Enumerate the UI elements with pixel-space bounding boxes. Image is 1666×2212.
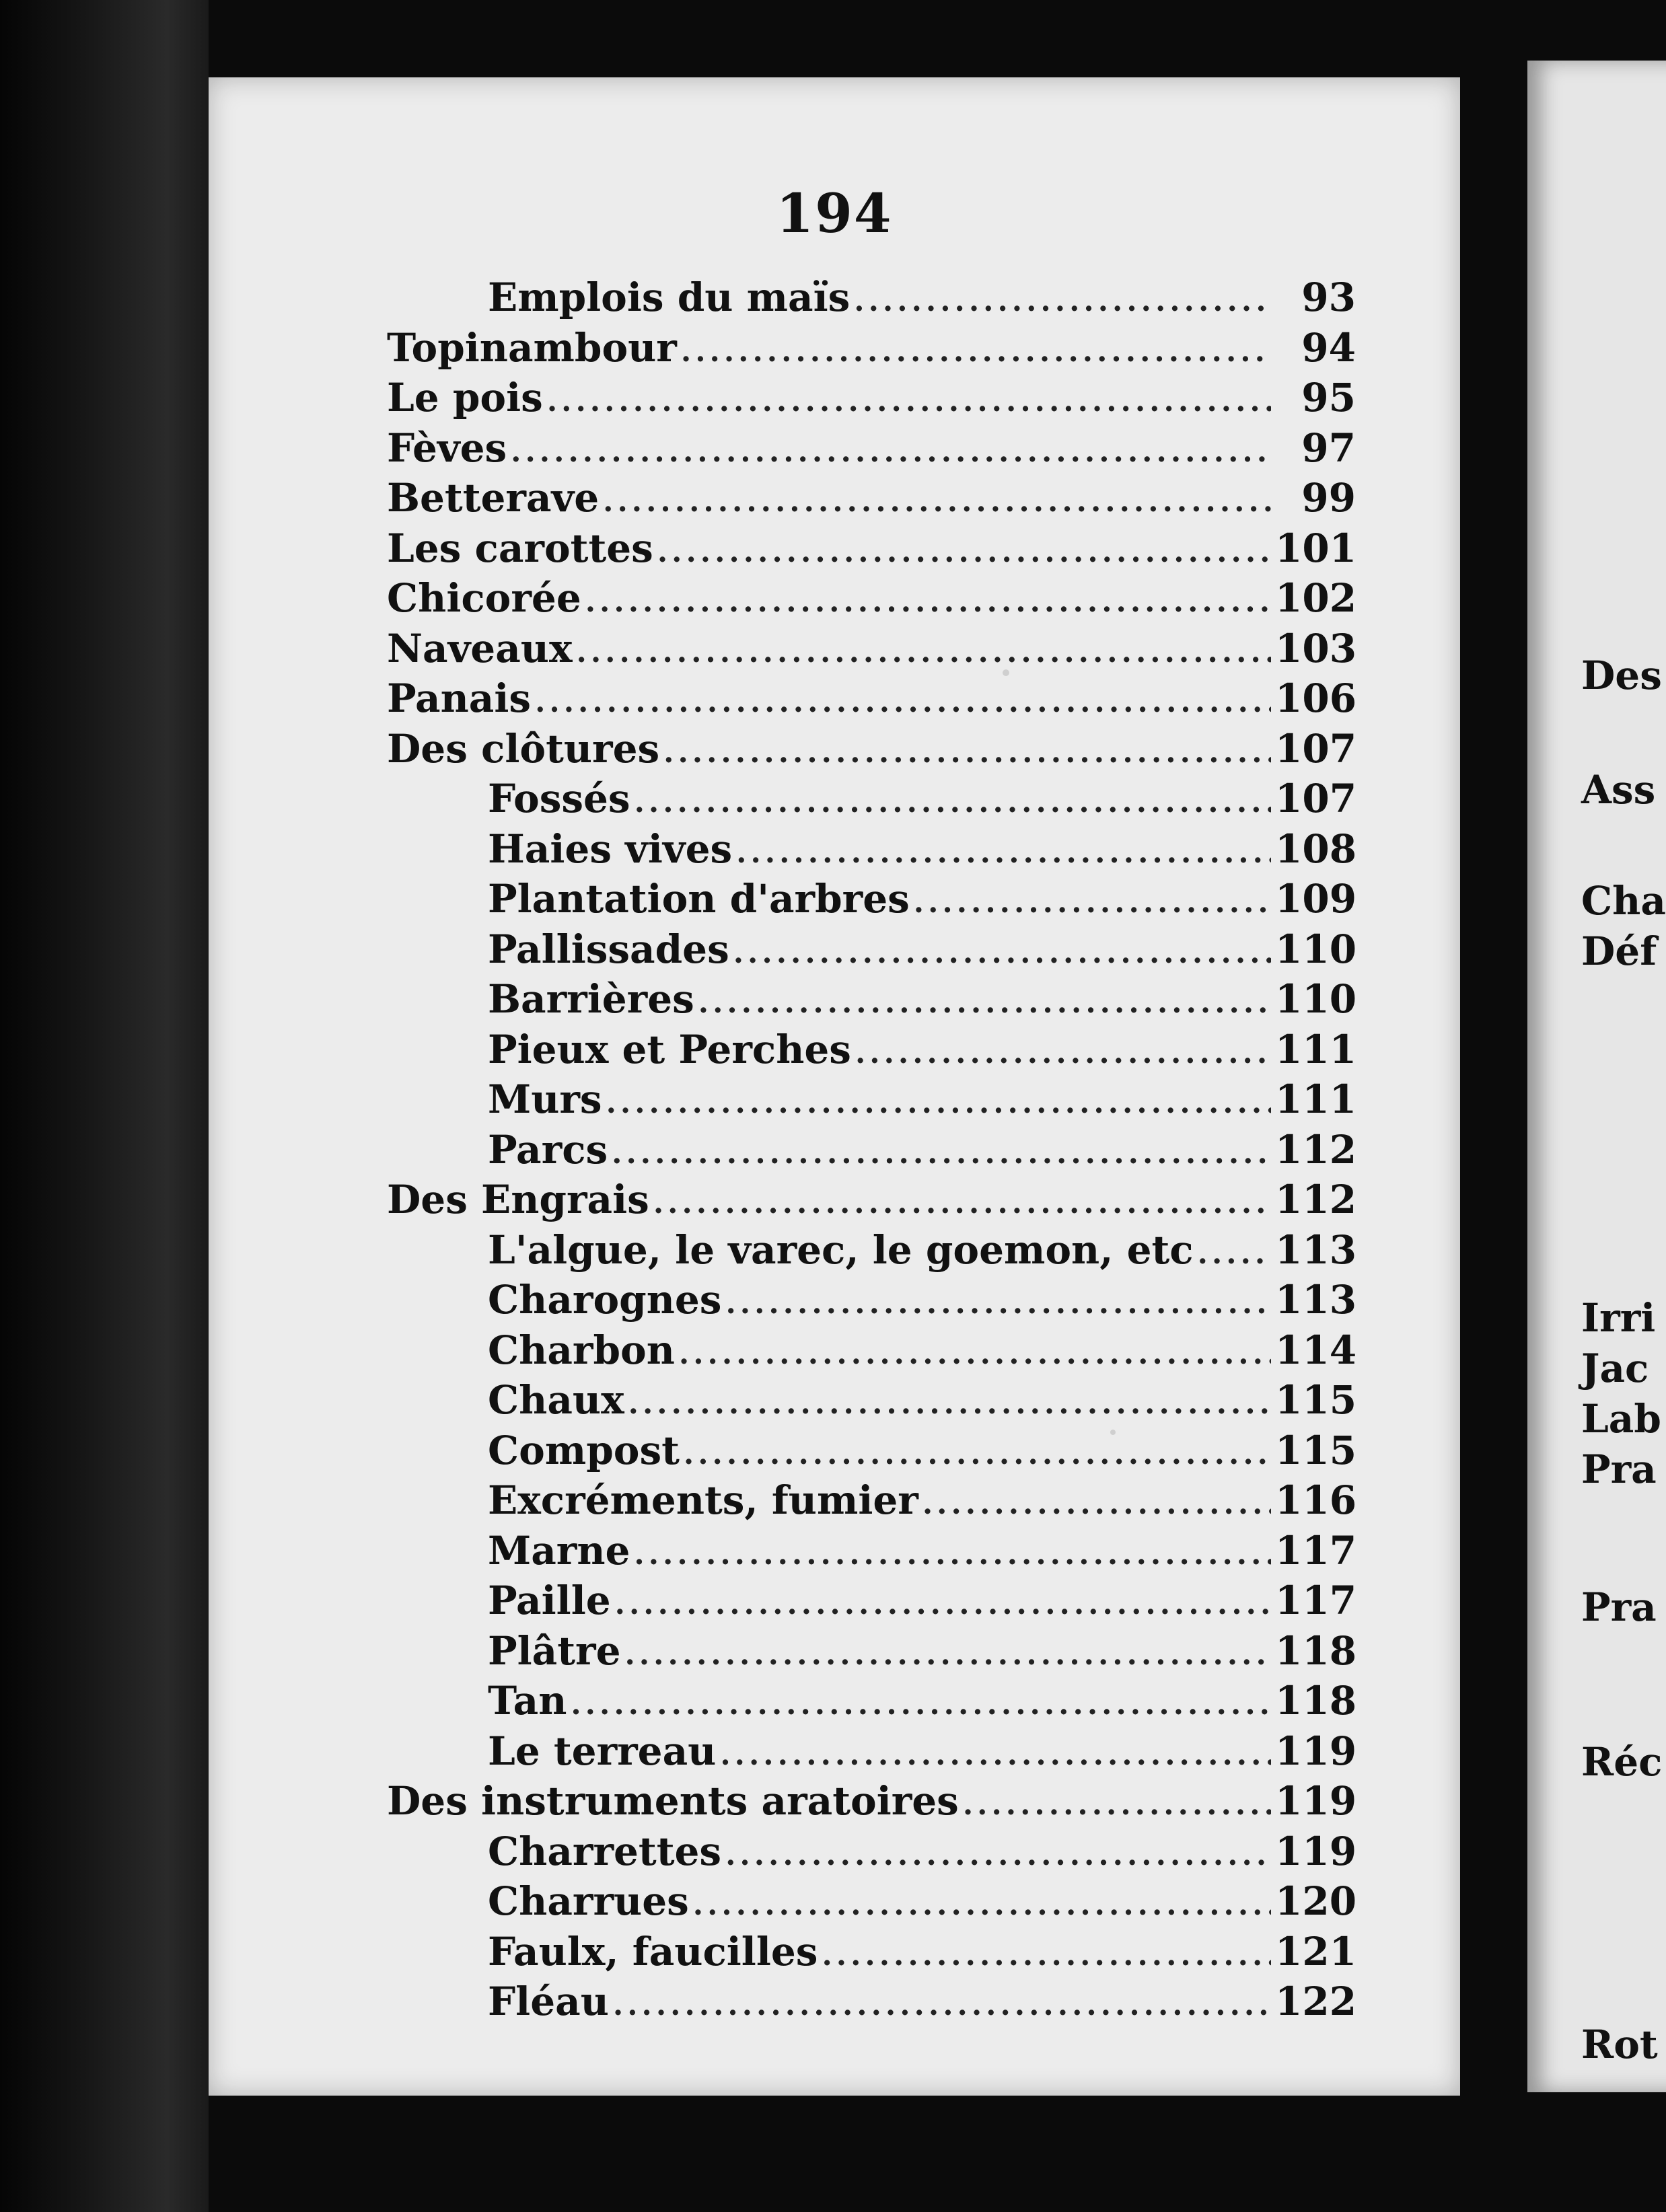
- toc-entry: [387, 924, 1356, 975]
- dot-leader: [613, 1981, 1271, 2031]
- toc-entry: [387, 724, 1356, 774]
- toc-entry: [387, 1977, 1356, 2027]
- toc-entry-page-number: 95: [1301, 375, 1356, 420]
- toc-entry-page-number: 115: [1275, 1377, 1357, 1423]
- toc-entry: [387, 523, 1356, 574]
- toc-entry-title: Chaux: [488, 1377, 624, 1423]
- print-speck: [1003, 669, 1009, 676]
- toc-entry-title: L'algue, le varec, le goemon, etc: [488, 1226, 1194, 1273]
- facing-page-fragment: Pra: [1581, 1446, 1657, 1492]
- toc-entry: [387, 423, 1356, 474]
- toc-entry-page-number: 119: [1275, 1828, 1357, 1874]
- dot-leader: [547, 377, 1271, 427]
- toc-entry-title: Betterave: [387, 475, 600, 521]
- toc-entry: [387, 673, 1356, 724]
- toc-entry-page-number: 111: [1275, 1076, 1357, 1122]
- dot-leader: [511, 427, 1271, 478]
- dot-leader: [725, 1279, 1271, 1329]
- toc-entry: [387, 1726, 1356, 1777]
- dot-leader: [612, 1129, 1271, 1179]
- dot-leader: [571, 1680, 1271, 1730]
- facing-page-fragment: Rot: [1581, 2022, 1658, 2067]
- facing-page-fragment: Des: [1581, 653, 1662, 698]
- dot-leader: [635, 778, 1271, 828]
- toc-entry-title: Le pois: [387, 375, 543, 420]
- toc-entry-title: Compost: [488, 1427, 680, 1473]
- toc-entry-title: Pieux et Perches: [488, 1026, 851, 1072]
- toc-entry-page-number: 102: [1275, 575, 1357, 621]
- toc-entry-title: Topinambour: [387, 324, 677, 371]
- toc-entry-title: Fèves: [387, 425, 507, 471]
- toc-entry-page-number: 101: [1275, 525, 1357, 571]
- toc-entry-title: Des clôtures: [387, 725, 660, 772]
- facing-page-fragment: Irri: [1581, 1295, 1656, 1341]
- toc-entry-title: Des Engrais: [387, 1177, 649, 1222]
- toc-entry: [387, 473, 1356, 523]
- toc-entry: [387, 874, 1356, 924]
- toc-entry-title: Charrues: [488, 1878, 689, 1924]
- toc-entry-page-number: 107: [1275, 776, 1357, 821]
- toc-entry-page-number: 117: [1275, 1527, 1357, 1574]
- toc-entry-title: Marne: [488, 1527, 630, 1574]
- toc-entry-page-number: 113: [1275, 1277, 1357, 1323]
- dot-leader: [822, 1931, 1271, 1981]
- print-speck: [1110, 1430, 1116, 1435]
- toc-entry: [387, 1426, 1356, 1476]
- toc-entry: [387, 1876, 1356, 1927]
- toc-entry-page-number: 116: [1275, 1477, 1357, 1523]
- dot-leader: [663, 728, 1271, 778]
- toc-entry: [387, 624, 1356, 674]
- toc-entry-title: Paille: [488, 1578, 611, 1623]
- dot-leader: [855, 1029, 1271, 1079]
- toc-entry-page-number: 121: [1275, 1928, 1357, 1975]
- toc-entry-title: Pallissades: [488, 926, 729, 972]
- toc-entry-title: Excréments, fumier: [488, 1477, 918, 1523]
- toc-entry-title: Des instruments aratoires: [387, 1778, 959, 1824]
- toc-entry: [387, 272, 1356, 323]
- toc-entry-page-number: 118: [1275, 1627, 1357, 1674]
- toc-entry: [387, 323, 1356, 373]
- toc-entry-title: Haies vives: [488, 825, 733, 872]
- toc-entry: [387, 373, 1356, 423]
- dot-leader: [963, 1780, 1271, 1831]
- toc-entry-title: Murs: [488, 1076, 602, 1122]
- toc-entry-page-number: 117: [1275, 1578, 1357, 1623]
- toc-entry-title: Faulx, faucilles: [488, 1928, 818, 1975]
- dot-leader: [693, 1880, 1271, 1931]
- toc-entry-page-number: 113: [1275, 1226, 1357, 1273]
- dot-leader: [698, 978, 1271, 1029]
- toc-entry-page-number: 119: [1275, 1778, 1357, 1824]
- toc-entry: [387, 1225, 1356, 1276]
- dot-leader: [854, 276, 1271, 327]
- toc-entry-title: Barrières: [488, 976, 694, 1022]
- toc-entry-page-number: 115: [1275, 1427, 1357, 1473]
- toc-entry: [387, 1676, 1356, 1726]
- dot-leader: [922, 1479, 1271, 1530]
- toc-entry-title: Chicorée: [387, 575, 581, 621]
- toc-entry: [387, 573, 1356, 624]
- toc-entry-page-number: 114: [1275, 1327, 1357, 1373]
- toc-entry-title: Charbon: [488, 1327, 675, 1373]
- toc-entry-title: Les carottes: [387, 525, 653, 571]
- dot-leader: [679, 1329, 1271, 1380]
- toc-entry-page-number: 110: [1275, 976, 1357, 1022]
- dot-leader: [725, 1831, 1271, 1881]
- toc-entry-title: Emplois du maïs: [488, 274, 850, 320]
- toc-entry-page-number: 110: [1275, 926, 1357, 972]
- toc-entry: [387, 1927, 1356, 1977]
- toc-entry-page-number: 118: [1275, 1678, 1357, 1724]
- toc-entry: [387, 1827, 1356, 1877]
- toc-entry-title: Tan: [488, 1678, 567, 1724]
- toc-entry-page-number: 119: [1275, 1728, 1357, 1774]
- dot-leader: [657, 527, 1271, 578]
- toc-entry: [387, 1175, 1356, 1225]
- toc-entry-page-number: 111: [1275, 1026, 1357, 1072]
- toc-entry-page-number: 93: [1301, 274, 1356, 320]
- toc-entry: [387, 1526, 1356, 1576]
- dot-leader: [624, 1630, 1271, 1681]
- facing-page-fragment: Pra: [1581, 1584, 1657, 1630]
- toc-entry: [387, 824, 1356, 875]
- facing-page-fragment: Déf: [1581, 928, 1657, 974]
- toc-entry: [387, 1025, 1356, 1075]
- toc-entry: [387, 1576, 1356, 1626]
- toc-entry: [387, 974, 1356, 1025]
- toc-entry-title: Charognes: [488, 1277, 722, 1323]
- toc-entry: [387, 1776, 1356, 1827]
- toc-entry: [387, 1074, 1356, 1125]
- dot-leader: [585, 577, 1271, 628]
- toc-entry-title: Plantation d'arbres: [488, 876, 910, 922]
- toc-entry: [387, 1325, 1356, 1376]
- facing-page-fragment: Jac: [1581, 1345, 1649, 1391]
- dot-leader: [634, 1530, 1271, 1580]
- dot-leader: [535, 677, 1271, 728]
- dot-leader: [681, 327, 1271, 377]
- toc-entry-page-number: 112: [1275, 1177, 1357, 1222]
- dot-leader: [914, 878, 1271, 928]
- dot-leader: [653, 1179, 1271, 1229]
- toc-entry-title: Charrettes: [488, 1828, 722, 1874]
- toc-entry-title: Naveaux: [387, 625, 573, 671]
- dot-leader: [733, 928, 1271, 979]
- toc-entry-page-number: 112: [1275, 1126, 1357, 1173]
- toc-entry: [387, 1125, 1356, 1175]
- toc-entry-title: Parcs: [488, 1126, 608, 1173]
- dot-leader: [606, 1078, 1271, 1129]
- toc-entry-title: Le terreau: [488, 1728, 717, 1774]
- dot-leader: [1198, 1229, 1271, 1280]
- page-number: 194: [776, 182, 893, 245]
- book-page: [209, 77, 1460, 2096]
- dot-leader: [736, 828, 1271, 879]
- toc-entry-page-number: 97: [1301, 425, 1356, 471]
- toc-entry-page-number: 103: [1275, 625, 1357, 671]
- toc-entry-page-number: 108: [1275, 825, 1357, 872]
- toc-entry: [387, 1275, 1356, 1325]
- book-binding: [0, 0, 209, 2212]
- dot-leader: [628, 1379, 1271, 1430]
- facing-page-fragment: Ass: [1581, 767, 1656, 813]
- dot-leader: [615, 1580, 1271, 1630]
- toc-entry: [387, 1375, 1356, 1426]
- table-of-contents: [387, 272, 1356, 2027]
- toc-entry-page-number: 120: [1275, 1878, 1357, 1924]
- dot-leader: [684, 1430, 1271, 1480]
- toc-entry-page-number: 109: [1275, 876, 1357, 922]
- facing-page: [1527, 61, 1666, 2092]
- dot-leader: [577, 628, 1271, 678]
- dot-leader: [603, 477, 1271, 527]
- toc-entry: [387, 1475, 1356, 1526]
- facing-page-fragment: Réc: [1581, 1739, 1663, 1785]
- dot-leader: [720, 1730, 1271, 1781]
- toc-entry-title: Plâtre: [488, 1627, 621, 1674]
- toc-entry-title: Fossés: [488, 776, 630, 821]
- facing-page-fragment: Lab: [1581, 1396, 1661, 1442]
- toc-entry-page-number: 107: [1275, 725, 1357, 772]
- toc-entry-title: Panais: [387, 675, 532, 721]
- facing-page-fragment: Cha: [1581, 878, 1666, 924]
- toc-entry-title: Fléau: [488, 1979, 609, 2024]
- toc-entry: [387, 774, 1356, 824]
- toc-entry-page-number: 122: [1275, 1979, 1357, 2024]
- toc-entry-page-number: 106: [1275, 675, 1357, 721]
- toc-entry-page-number: 94: [1301, 324, 1356, 371]
- toc-entry: [387, 1626, 1356, 1676]
- toc-entry-page-number: 99: [1301, 475, 1356, 521]
